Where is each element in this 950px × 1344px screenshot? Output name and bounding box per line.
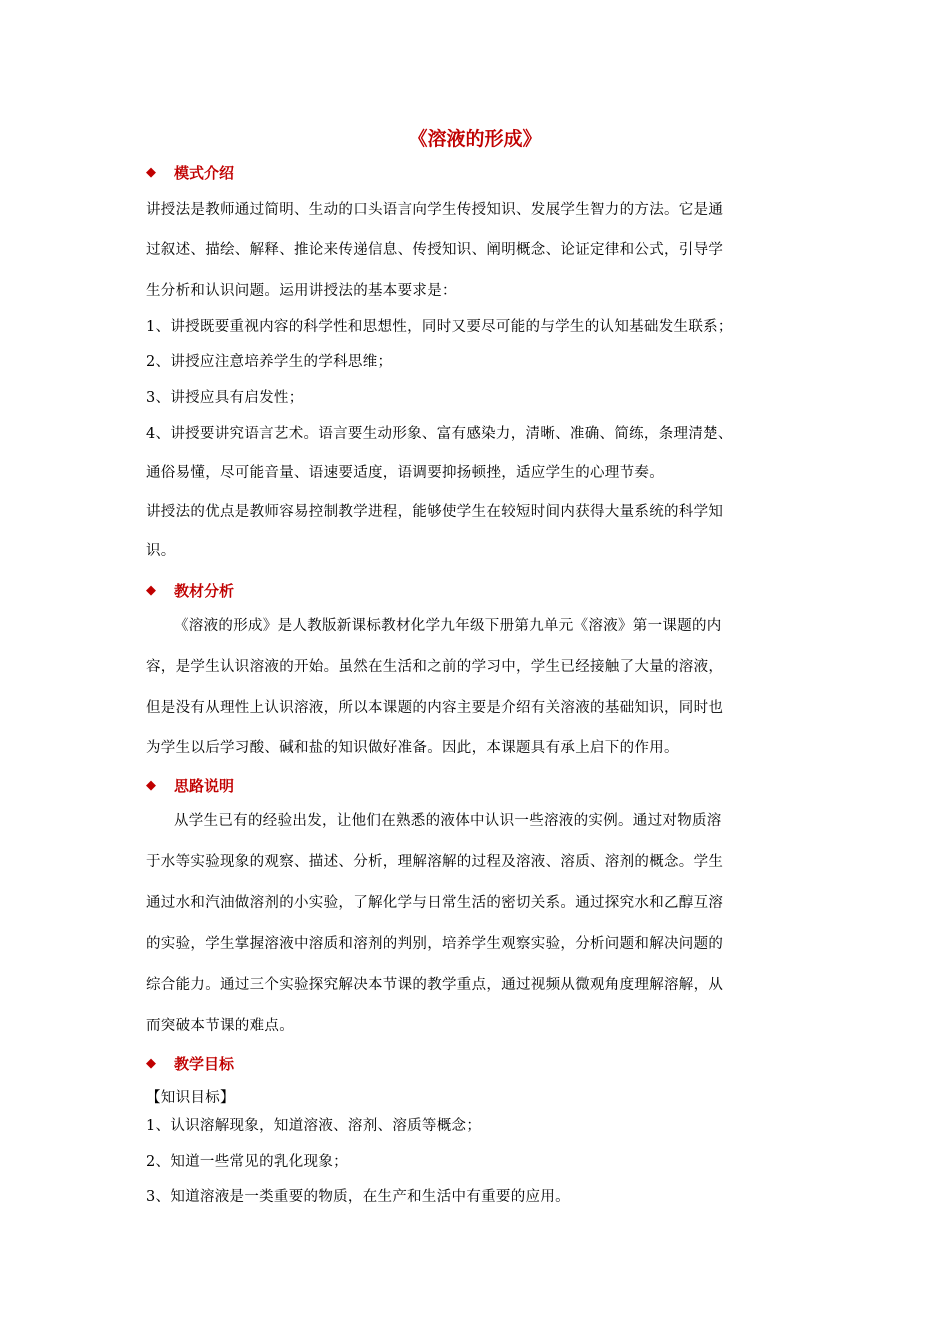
list-item: 2、知道一些常见的乳化现象； <box>146 1154 348 1170</box>
paragraph-line: 综合能力。通过三个实验探究解决本节课的教学重点，通过视频从微观角度理解溶解，从 <box>146 977 724 993</box>
paragraph-line: 从学生已有的经验出发，让他们在熟悉的液体中认识一些溶液的实例。通过对物质溶 <box>174 813 722 829</box>
section-heading-text: 教学目标 <box>174 1054 235 1073</box>
paragraph-line: 讲授法的优点是教师容易控制教学进程，能够使学生在较短时间内获得大量系统的科学知 <box>146 504 724 520</box>
paragraph-line: 识。 <box>146 543 176 559</box>
paragraph-line: 于水等实验现象的观察、描述、分析，理解溶解的过程及溶液、溶质、溶剂的概念。学生 <box>146 854 724 870</box>
section-heading-teaching-goals <box>146 1051 234 1075</box>
section-heading-text: 教材分析 <box>174 581 235 600</box>
paragraph-line: 生分析和认识问题。运用讲授法的基本要求是： <box>146 283 457 299</box>
list-item: 2、讲授应注意培养学生的学科思维； <box>146 354 393 370</box>
list-item: 1、认识溶解现象，知道溶液、溶剂、溶质等概念； <box>146 1118 482 1134</box>
diamond-bullet-icon: ◆ <box>146 164 156 180</box>
diamond-bullet-icon: ◆ <box>146 777 156 793</box>
paragraph-line: 容，是学生认识溶液的开始。虽然在生活和之前的学习中，学生已经接触了大量的溶液， <box>146 659 724 675</box>
section-heading-textbook-analysis <box>146 578 234 602</box>
paragraph-line: 为学生以后学习酸、碱和盐的知识做好准备。因此，本课题具有承上启下的作用。 <box>146 740 679 756</box>
diamond-bullet-icon: ◆ <box>146 582 156 598</box>
section-heading-text: 模式介绍 <box>174 163 235 182</box>
paragraph-line: 《溶液的形成》是人教版新课标教材化学九年级下册第九单元《溶液》第一课题的内 <box>174 618 722 634</box>
paragraph-line: 而突破本节课的难点。 <box>146 1018 294 1034</box>
diamond-bullet-icon: ◆ <box>146 1055 156 1071</box>
list-item: 通俗易懂，尽可能音量、语速要适度，语调要抑扬顿挫，适应学生的心理节奏。 <box>146 465 664 481</box>
document-title: 《溶液的形成》 <box>408 128 542 150</box>
list-item: 3、知道溶液是一类重要的物质，在生产和生活中有重要的应用。 <box>146 1189 570 1205</box>
section-heading-text: 思路说明 <box>174 776 235 795</box>
section-heading-mode-intro <box>146 160 234 184</box>
paragraph-line: 讲授法是教师通过简明、生动的口头语言向学生传授知识、发展学生智力的方法。它是通 <box>146 202 724 218</box>
paragraph-line: 但是没有从理性上认识溶液，所以本课题的内容主要是介绍有关溶液的基础知识，同时也 <box>146 700 724 716</box>
paragraph-line: 过叙述、描绘、解释、推论来传递信息、传授知识、阐明概念、论证定律和公式，引导学 <box>146 242 724 258</box>
list-item: 4、讲授要讲究语言艺术。语言要生动形象、富有感染力，清晰、准确、简练，条理清楚、 <box>146 426 733 442</box>
section-heading-approach <box>146 773 234 797</box>
list-item: 3、讲授应具有启发性； <box>146 390 304 406</box>
list-item: 1、讲授既要重视内容的科学性和思想性，同时又要尽可能的与学生的认知基础发生联系； <box>146 319 733 335</box>
paragraph-line: 通过水和汽油做溶剂的小实验，了解化学与日常生活的密切关系。通过探究水和乙醇互溶 <box>146 895 724 911</box>
subheading: 【知识目标】 <box>146 1090 235 1106</box>
paragraph-line: 的实验，学生掌握溶液中溶质和溶剂的判别，培养学生观察实验，分析问题和解决问题的 <box>146 936 724 952</box>
